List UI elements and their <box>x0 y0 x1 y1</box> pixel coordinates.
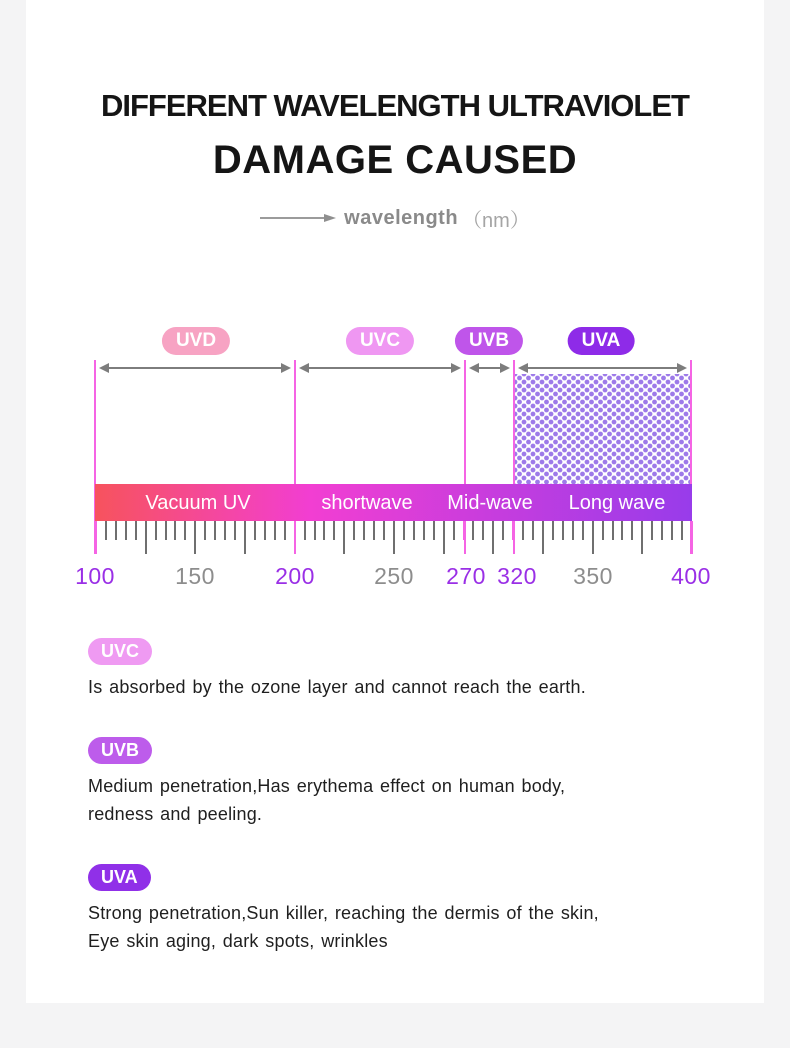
axis-label: wavelength <box>344 206 459 229</box>
dimension-arrow-uvb <box>469 363 510 373</box>
ruler-label-320: 320 <box>497 563 537 589</box>
bar-label-vacuum-uv: Vacuum UV <box>145 492 251 514</box>
section-badge-uvb: UVB <box>88 737 152 764</box>
ruler-label-100: 100 <box>75 563 115 589</box>
section-text-uva-line1: Strong penetration,Sun killer, reaching the dermis of the skin, <box>88 903 599 923</box>
axis-unit: （nm） <box>462 209 530 232</box>
ruler-label-350: 350 <box>573 563 613 589</box>
bar-label-long-wave: Long wave <box>568 492 666 514</box>
right-arrow-icon <box>260 214 336 222</box>
ruler-label-250: 250 <box>374 563 414 589</box>
badge-uva: UVA <box>568 327 635 355</box>
ruler-ticks <box>95 521 692 555</box>
page-title-line2: DAMAGE CAUSED <box>212 138 578 182</box>
section-text-uva <box>88 899 708 955</box>
ruler-label-270: 270 <box>446 563 486 589</box>
section-badge-uvc: UVC <box>88 638 152 665</box>
bar-label-shortwave: shortwave <box>321 492 413 514</box>
badge-uvb: UVB <box>455 327 523 355</box>
section-text-uvb-line1: Medium penetration,Has erythema effect on human body, <box>88 776 566 796</box>
ruler-label-200: 200 <box>275 563 315 589</box>
dimension-arrow-uva <box>518 363 687 373</box>
section-text-uvc <box>88 673 708 701</box>
wavelength-axis-note <box>0 204 790 232</box>
bar-label-mid-wave: Mid-wave <box>447 492 533 514</box>
section-text-uvb-line2: redness and peeling. <box>88 804 263 824</box>
badge-uvc: UVC <box>346 327 414 355</box>
uva-dotted-region <box>515 374 690 484</box>
section-text-uvc-line1: Is absorbed by the ozone layer and cannot reach the earth. <box>88 677 586 697</box>
section-text-uva-line2: Eye skin aging, dark spots, wrinkles <box>88 931 388 951</box>
ruler-label-400: 400 <box>671 563 711 589</box>
page-title-line1: DIFFERENT WAVELENGTH ULTRAVIOLET <box>101 88 689 123</box>
dimension-arrow-uvd <box>99 363 291 373</box>
section-text-uvb <box>88 772 708 828</box>
dimension-arrow-uvc <box>299 363 461 373</box>
ruler-label-150: 150 <box>175 563 215 589</box>
badge-uvd: UVD <box>162 327 230 355</box>
section-badge-uva: UVA <box>88 864 151 891</box>
